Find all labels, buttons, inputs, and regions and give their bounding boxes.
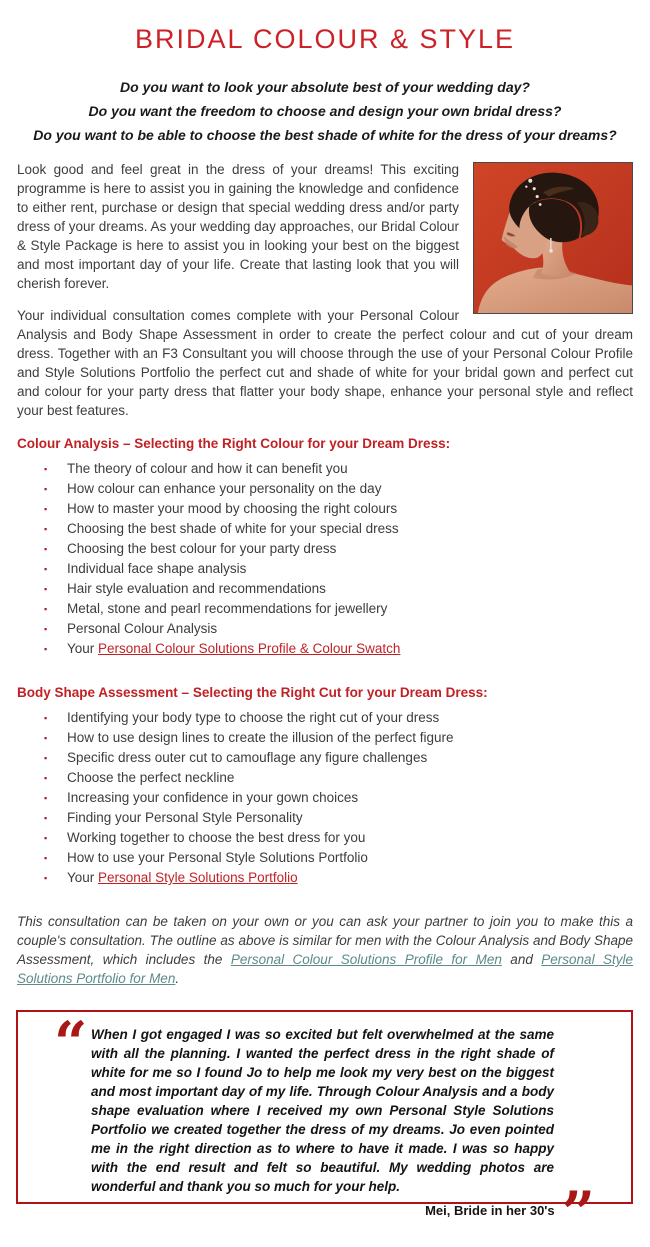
list-item-text: Your Personal Style Solutions Portfolio [67, 870, 298, 885]
square-bullet-icon: ▪ [44, 773, 48, 783]
list-item [17, 459, 633, 479]
list-item-text: How colour can enhance your personality on the day [67, 481, 382, 496]
testimonial-attribution: Mei, Bride in her 30's [425, 1203, 555, 1218]
list-item [17, 768, 633, 788]
square-bullet-icon: ▪ [44, 504, 48, 514]
document-page [0, 24, 650, 1247]
square-bullet-icon: ▪ [44, 793, 48, 803]
list-item [17, 728, 633, 748]
list-item [17, 708, 633, 728]
list-item-link[interactable]: Personal Colour Solutions Profile & Colour Swatch [98, 641, 401, 656]
list-item [17, 579, 633, 599]
list-item-text: The theory of colour and how it can benefit you [67, 461, 348, 476]
open-quote-icon: “ [54, 1009, 88, 1077]
closing-text: This consultation can be taken on your own or you can ask your partner to join you to make this a couple's consultation. The outline as above is similar for men with the Colour Analysis and Body Shape Assessment, which includes the [17, 914, 633, 967]
link-personal-colour-solutions-profile-for-men[interactable]: Personal Colour Solutions Profile for Men [230, 952, 502, 967]
colour-analysis-heading: Colour Analysis – Selecting the Right Colour for your Dream Dress: [17, 436, 451, 451]
list-item-text: Identifying your body type to choose the right cut of your dress [67, 710, 440, 725]
square-bullet-icon: ▪ [44, 644, 48, 654]
list-item [17, 559, 633, 579]
square-bullet-icon: ▪ [44, 713, 48, 723]
link-personal-style-solutions-portfolio-for-men[interactable]: Personal Style Solutions Portfolio for Men [17, 952, 634, 986]
list-item-text: Choosing the best colour for your party dress [67, 541, 337, 556]
closing-text: . [175, 971, 180, 986]
list-item-text: Specific dress outer cut to camouflage any figure challenges [67, 750, 428, 765]
testimonial-quote: When I got engaged I was so excited but felt overwhelmed at the same with all the planning. I wanted the perfect dress in the right shade of white for me so I found Jo to help me look my very best on the biggest and most important day of my life. Through Colour Analysis and a body shape evaluation where I received my own Personal Style Solutions Portfolio we created together the dress of my dreams. Jo even pointed me in the right direction as to where to have it made. I was so happy with the end result and felt so beautiful. My wedding photos are wonderful and thank you so much for your help. [91, 1027, 554, 1194]
list-item [17, 519, 633, 539]
body-shape-list [17, 708, 633, 888]
testimonial-attribution-row [18, 1179, 595, 1247]
close-quote-icon: ” [561, 1179, 595, 1247]
square-bullet-icon: ▪ [44, 584, 48, 594]
testimonial-box [16, 1009, 633, 1247]
square-bullet-icon: ▪ [44, 524, 48, 534]
square-bullet-icon: ▪ [44, 853, 48, 863]
square-bullet-icon: ▪ [44, 833, 48, 843]
square-bullet-icon: ▪ [44, 624, 48, 634]
square-bullet-icon: ▪ [44, 464, 48, 474]
square-bullet-icon: ▪ [44, 733, 48, 743]
list-item-text: Choose the perfect neckline [67, 770, 235, 785]
list-item-text: Hair style evaluation and recommendations [67, 581, 326, 596]
list-item-link[interactable]: Personal Style Solutions Portfolio [98, 870, 298, 885]
list-item [17, 748, 633, 768]
list-item-text: How to master your mood by choosing the right colours [67, 501, 398, 516]
list-item [17, 788, 633, 808]
list-item [17, 619, 633, 639]
list-item [17, 599, 633, 619]
list-item [17, 639, 633, 659]
list-item-text: Your Personal Colour Solutions Profile & Colour Swatch [67, 641, 401, 656]
question-line: Do you want the freedom to choose and design your own bridal dress? [88, 103, 562, 119]
square-bullet-icon: ▪ [44, 564, 48, 574]
page-title: BRIDAL COLOUR & STYLE [134, 24, 516, 54]
list-item-text: Choosing the best shade of white for your special dress [67, 521, 399, 536]
colour-analysis-list [17, 459, 633, 659]
square-bullet-icon: ▪ [44, 484, 48, 494]
question-line: Do you want to look your absolute best of your wedding day? [120, 79, 530, 95]
list-item-text: Individual face shape analysis [67, 561, 247, 576]
list-item-text: Finding your Personal Style Personality [67, 810, 303, 825]
square-bullet-icon: ▪ [44, 544, 48, 554]
square-bullet-icon: ▪ [44, 873, 48, 883]
closing-paragraph [17, 912, 633, 988]
closing-text: and [501, 952, 542, 967]
bride-photo [473, 162, 633, 314]
intro-section [17, 160, 633, 420]
square-bullet-icon: ▪ [44, 813, 48, 823]
list-item [17, 539, 633, 559]
list-item [17, 828, 633, 848]
intro-paragraph-1: Look good and feel great in the dress of your dreams! This exciting programme is here to assist you in gaining the knowledge and confidence to either rent, purchase or design that special wedding dress and/or party dress of your dreams. As your wedding day approaches, our Bridal Colour & Style Package is here to assist you in looking your best on the biggest and most important day of your life. Create that lasting look that you will cherish forever. [17, 162, 459, 291]
list-item [17, 808, 633, 828]
list-item-text: How to use design lines to create the illusion of the perfect figure [67, 730, 454, 745]
list-item-text: Working together to choose the best dress for you [67, 830, 366, 845]
bride-photo-illustration [474, 163, 632, 313]
list-item [17, 868, 633, 888]
list-item [17, 479, 633, 499]
intro-questions [17, 75, 633, 147]
list-item-text: How to use your Personal Style Solutions Portfolio [67, 850, 368, 865]
list-item-text: Increasing your confidence in your gown choices [67, 790, 359, 805]
square-bullet-icon: ▪ [44, 604, 48, 614]
list-item-text: Personal Colour Analysis [67, 621, 218, 636]
body-shape-heading: Body Shape Assessment – Selecting the Right Cut for your Dream Dress: [17, 685, 488, 700]
square-bullet-icon: ▪ [44, 753, 48, 763]
list-item [17, 848, 633, 868]
intro-paragraph-2: Your individual consultation comes complete with your Personal Colour Analysis and Body Shape Assessment in order to create the perfect colour and cut of your dream dress. Together with an F3 Consultant you will choose through the use of your Personal Colour Profile and Style Solutions Portfolio the perfect cut and shade of white for your bridal gown and perfect cut and colour for your party dress that flatter your body shape, enhance your personal style and reflect your best features. [17, 308, 633, 418]
list-item [17, 499, 633, 519]
list-item-text: Metal, stone and pearl recommendations for jewellery [67, 601, 388, 616]
question-line: Do you want to be able to choose the best shade of white for the dress of your dreams? [33, 127, 617, 143]
